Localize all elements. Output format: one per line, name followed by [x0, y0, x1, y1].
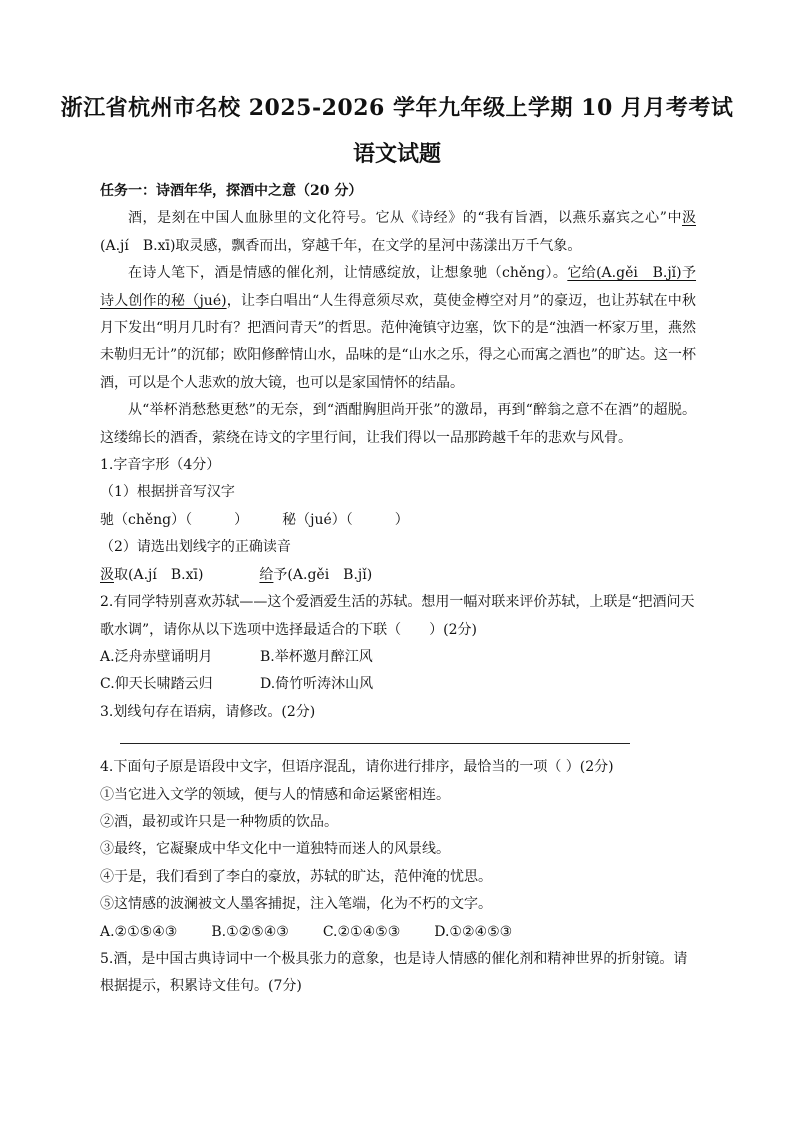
q2-options-row-2 [100, 671, 696, 698]
q1-sub2-underlined-1: 汲 [100, 566, 114, 583]
q1-sub2: （2）请选出划线字的正确读音 [100, 539, 291, 556]
q3-answer-line[interactable] [120, 743, 630, 744]
exam-subtitle: 语文试题 [352, 141, 441, 167]
q4-option-b: B.①②⑤④③ [211, 923, 289, 940]
q1-sub1-items [100, 507, 696, 534]
q2-options-row-1 [100, 644, 696, 671]
q1-sub2-items [100, 562, 696, 589]
task1-heading: 任务一：诗酒年华，探酒中之意（20 分） [100, 183, 363, 199]
p2-text-a: 在诗人笔下，酒是情感的催化剂，让情感绽放，让想象驰（chěng）。 [128, 265, 568, 282]
p1-text-a: 酒，是刻在中国人血脉里的文化符号。它从《诗经》的“我有旨酒，以燕乐嘉宾之心”中 [128, 210, 682, 227]
q2-option-a: A.泛舟赤壁诵明月 [100, 648, 213, 665]
q1-title: 1.字音字形（4分） [100, 457, 221, 474]
q5-title: 5.酒，是中国古典诗词中一个极具张力的意象，也是诗人情感的催化剂和精神世界的折射镜。请根据提示，积累诗文佳句。(7分) [100, 950, 688, 995]
q2-option-b: B.举杯邀月醉江风 [260, 648, 373, 665]
task1-paragraph-2 [100, 260, 696, 397]
p2-text-b: ，让李白唱出“人生得意须尽欢，莫使金樽空对月”的豪迈，也让苏轼在中秋月下发出“明月几时有？把酒问青天”的哲思。范仲淹镇守边塞，饮下的是“浊酒一杯家万里，燕然未勒归无计”的沉郁；欧阳修醉情山水，品味的是“山水之乐，得之心而寓之酒也”的旷达。这一杯酒，可以是个人悲欢的放大镜，也可以是家国情怀的结晶。 [100, 292, 697, 391]
q2-option-c: C.仰天长啸踏云归 [100, 676, 213, 693]
q4-sentence-3: ③最终，它凝聚成中华文化中一道独特而迷人的风景线。 [100, 841, 450, 858]
p1-text-b: (A.jí B.xī)取灵感，飘香而出，穿越千年，在文学的星河中荡漾出万千气象。 [100, 237, 582, 254]
q4-options [100, 919, 696, 946]
q2-option-d: D.倚竹听涛沐山风 [260, 676, 374, 693]
q4-option-c: C.②①④⑤③ [322, 923, 401, 940]
exam-content [100, 178, 696, 1001]
q4-title: 4.下面句子原是语段中文字，但语序混乱，请你进行排序，最恰当的一项（ ）(2分) [100, 759, 614, 776]
task1-paragraph-3: 从“举杯消愁愁更愁”的无奈，到“酒酣胸胆尚开张”的激昂，再到“醉翁之意不在酒”的超脱。这缕绵长的酒香，萦绕在诗文的字里行间，让我们得以一品那跨越千年的悲欢与风骨。 [100, 402, 696, 446]
q2-title: 2.有同学特别喜欢苏轼——这个爱酒爱生活的苏轼。想用一幅对联来评价苏轼，上联是“把酒问天歌水调”，请你从以下选项中选择最适合的下联（ ）(2分) [100, 594, 695, 638]
q1-sub1-item-1: 驰（chěng）（ ） [100, 511, 249, 528]
q1-sub2-item-1: 取(A.jí B.xī) [114, 566, 204, 583]
q1-sub1-item-2: 秘（jué）（ ） [282, 511, 409, 528]
task1-paragraph-1 [100, 205, 696, 260]
p1-underlined: 汲 [682, 210, 696, 227]
q4-option-d: D.①②④⑤③ [434, 923, 513, 940]
q3-title: 3.划线句存在语病，请修改。(2分) [100, 703, 316, 720]
q4-sentence-2: ②酒，最初或许只是一种物质的饮品。 [100, 813, 338, 830]
q1-sub2-underlined-2: 给 [259, 566, 274, 583]
q1-sub2-item-2: 予(A.gěi B.jǐ) [273, 566, 373, 583]
q4-sentence-5: ⑤这情感的波澜被文人墨客捕捉，注入笔端，化为不朽的文字。 [100, 896, 492, 913]
q4-sentence-1: ①当它进入文学的领域，便与人的情感和命运紧密相连。 [100, 786, 450, 803]
q1-sub1: （1）根据拼音写汉字 [100, 484, 235, 501]
p2-underlined: 它给(A.gěi B.jǐ)予诗人创作的秘（jué) [100, 265, 697, 309]
q4-option-a: A.②①⑤④③ [100, 923, 178, 940]
exam-title: 浙江省杭州市名校 2025-2026 学年九年级上学期 10 月月考考试 [60, 95, 734, 121]
q4-sentence-4: ④于是，我们看到了李白的豪放，苏轼的旷达，范仲淹的忧思。 [100, 868, 492, 885]
